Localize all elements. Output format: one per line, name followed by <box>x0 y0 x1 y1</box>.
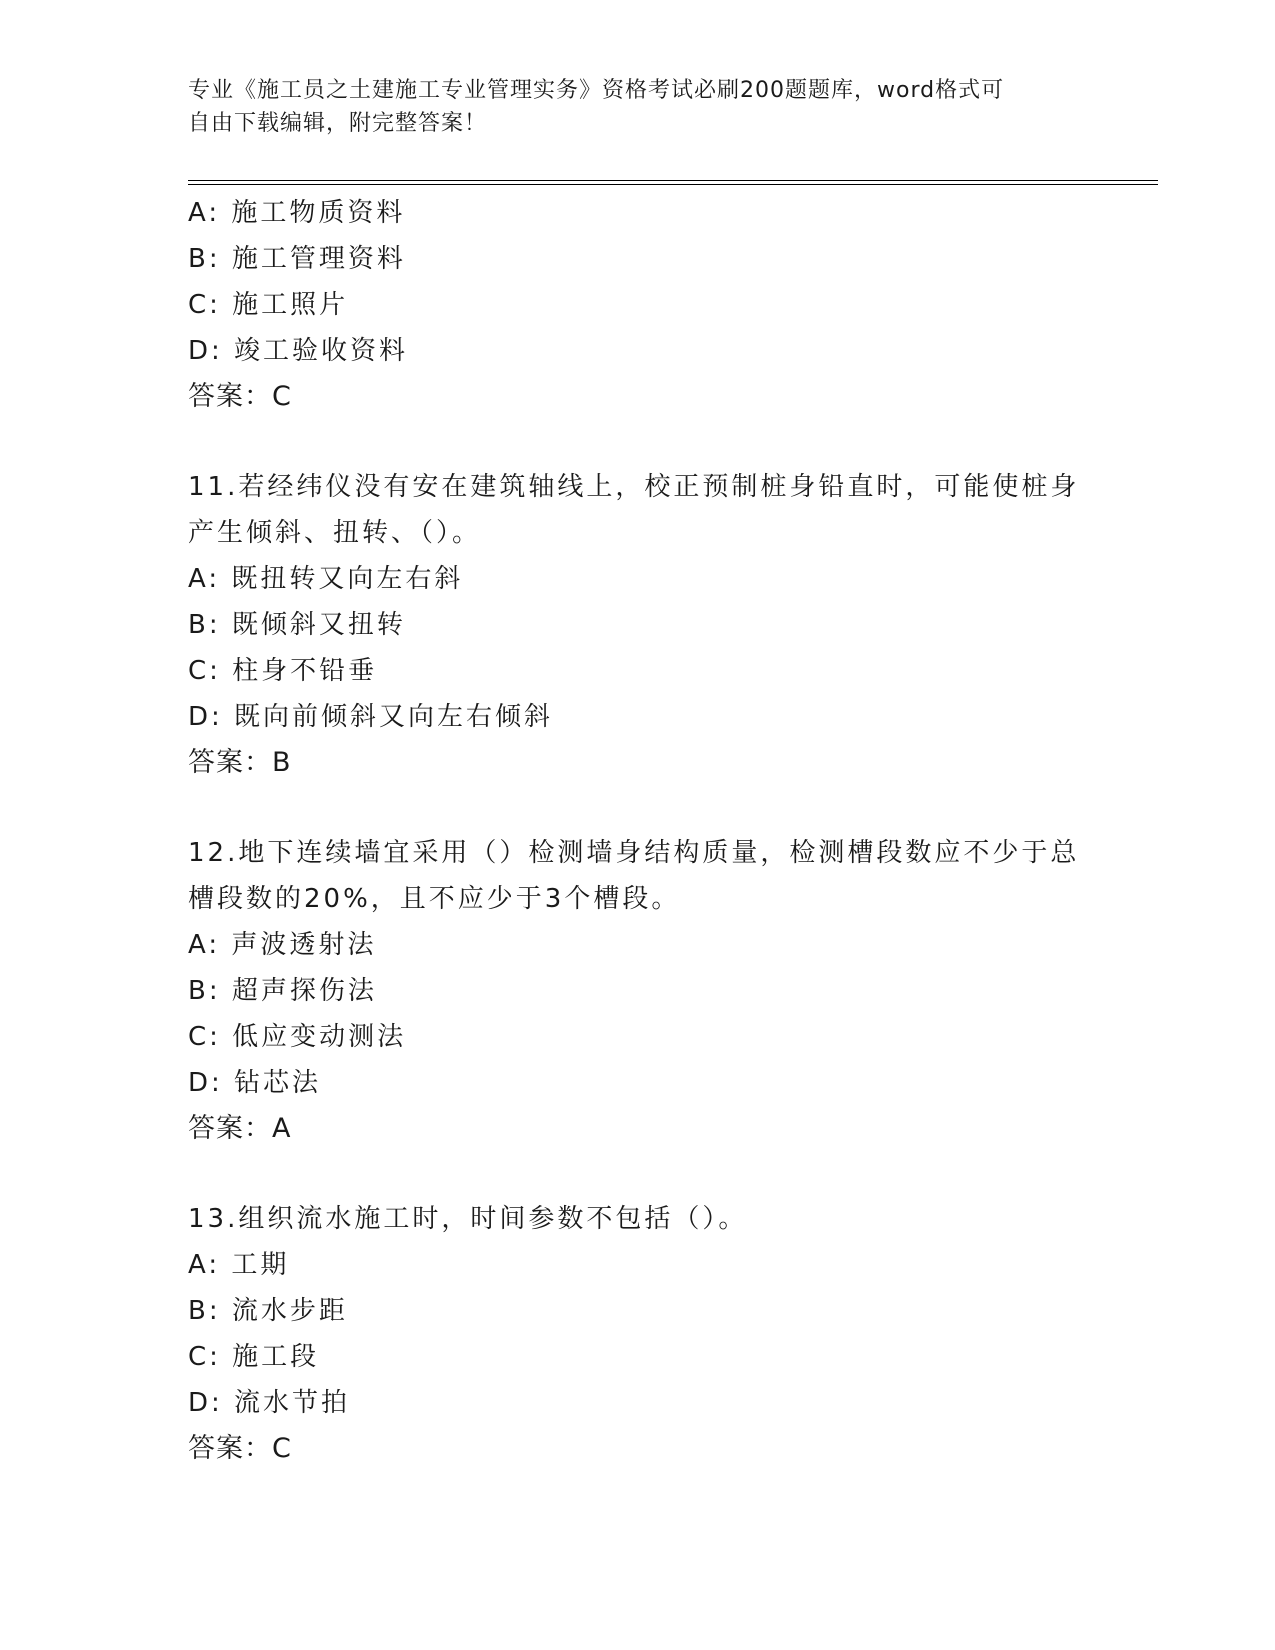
option-a: A: 既扭转又向左右斜 <box>188 564 464 594</box>
option-d: D: 流水节拍 <box>188 1388 351 1418</box>
question-text-line-1: 11.若经纬仪没有安在建筑轴线上，校正预制桩身铅直时，可能使桩身 <box>188 472 1080 502</box>
header-line-1: 专业《施工员之土建施工专业管理实务》资格考试必刷200题题库，word格式可 <box>188 78 1005 103</box>
option-c: C: 低应变动测法 <box>188 1022 407 1052</box>
answer: 答案：A <box>188 1113 292 1144</box>
header-divider-top <box>188 180 1158 181</box>
option-a: A: 施工物质资料 <box>188 198 406 228</box>
question-11 <box>188 464 1088 786</box>
option-b: B: 既倾斜又扭转 <box>188 610 406 640</box>
option-d: D: 既向前倾斜又向左右倾斜 <box>188 702 554 732</box>
header-divider-bottom <box>188 184 1158 185</box>
option-c: C: 柱身不铅垂 <box>188 656 378 686</box>
option-a: A: 声波透射法 <box>188 930 377 960</box>
question-text-line-1: 13.组织流水施工时，时间参数不包括（）。 <box>188 1204 748 1234</box>
question-text-line-2: 槽段数的20%，且不应少于3个槽段。 <box>188 884 681 914</box>
option-c: C: 施工段 <box>188 1342 320 1372</box>
option-d: D: 竣工验收资料 <box>188 336 409 366</box>
answer: 答案：B <box>188 747 292 778</box>
option-a: A: 工期 <box>188 1250 290 1280</box>
question-12 <box>188 830 1088 1152</box>
question-13 <box>188 1196 1088 1472</box>
answer: 答案：C <box>188 381 292 412</box>
question-list <box>188 190 1088 1472</box>
answer: 答案：C <box>188 1433 292 1464</box>
question-text-line-2: 产生倾斜、扭转、（）。 <box>188 518 482 548</box>
option-d: D: 钻芯法 <box>188 1068 322 1098</box>
option-c: C: 施工照片 <box>188 290 349 320</box>
question-text-line-1: 12.地下连续墙宜采用（）检测墙身结构质量，检测槽段数应不少于总 <box>188 838 1080 868</box>
option-b: B: 流水步距 <box>188 1296 348 1326</box>
document-header <box>188 74 1088 140</box>
option-b: B: 施工管理资料 <box>188 244 406 274</box>
header-line-2: 自由下载编辑，附完整答案！ <box>188 111 488 136</box>
question-10 <box>188 190 1088 420</box>
option-b: B: 超声探伤法 <box>188 976 377 1006</box>
